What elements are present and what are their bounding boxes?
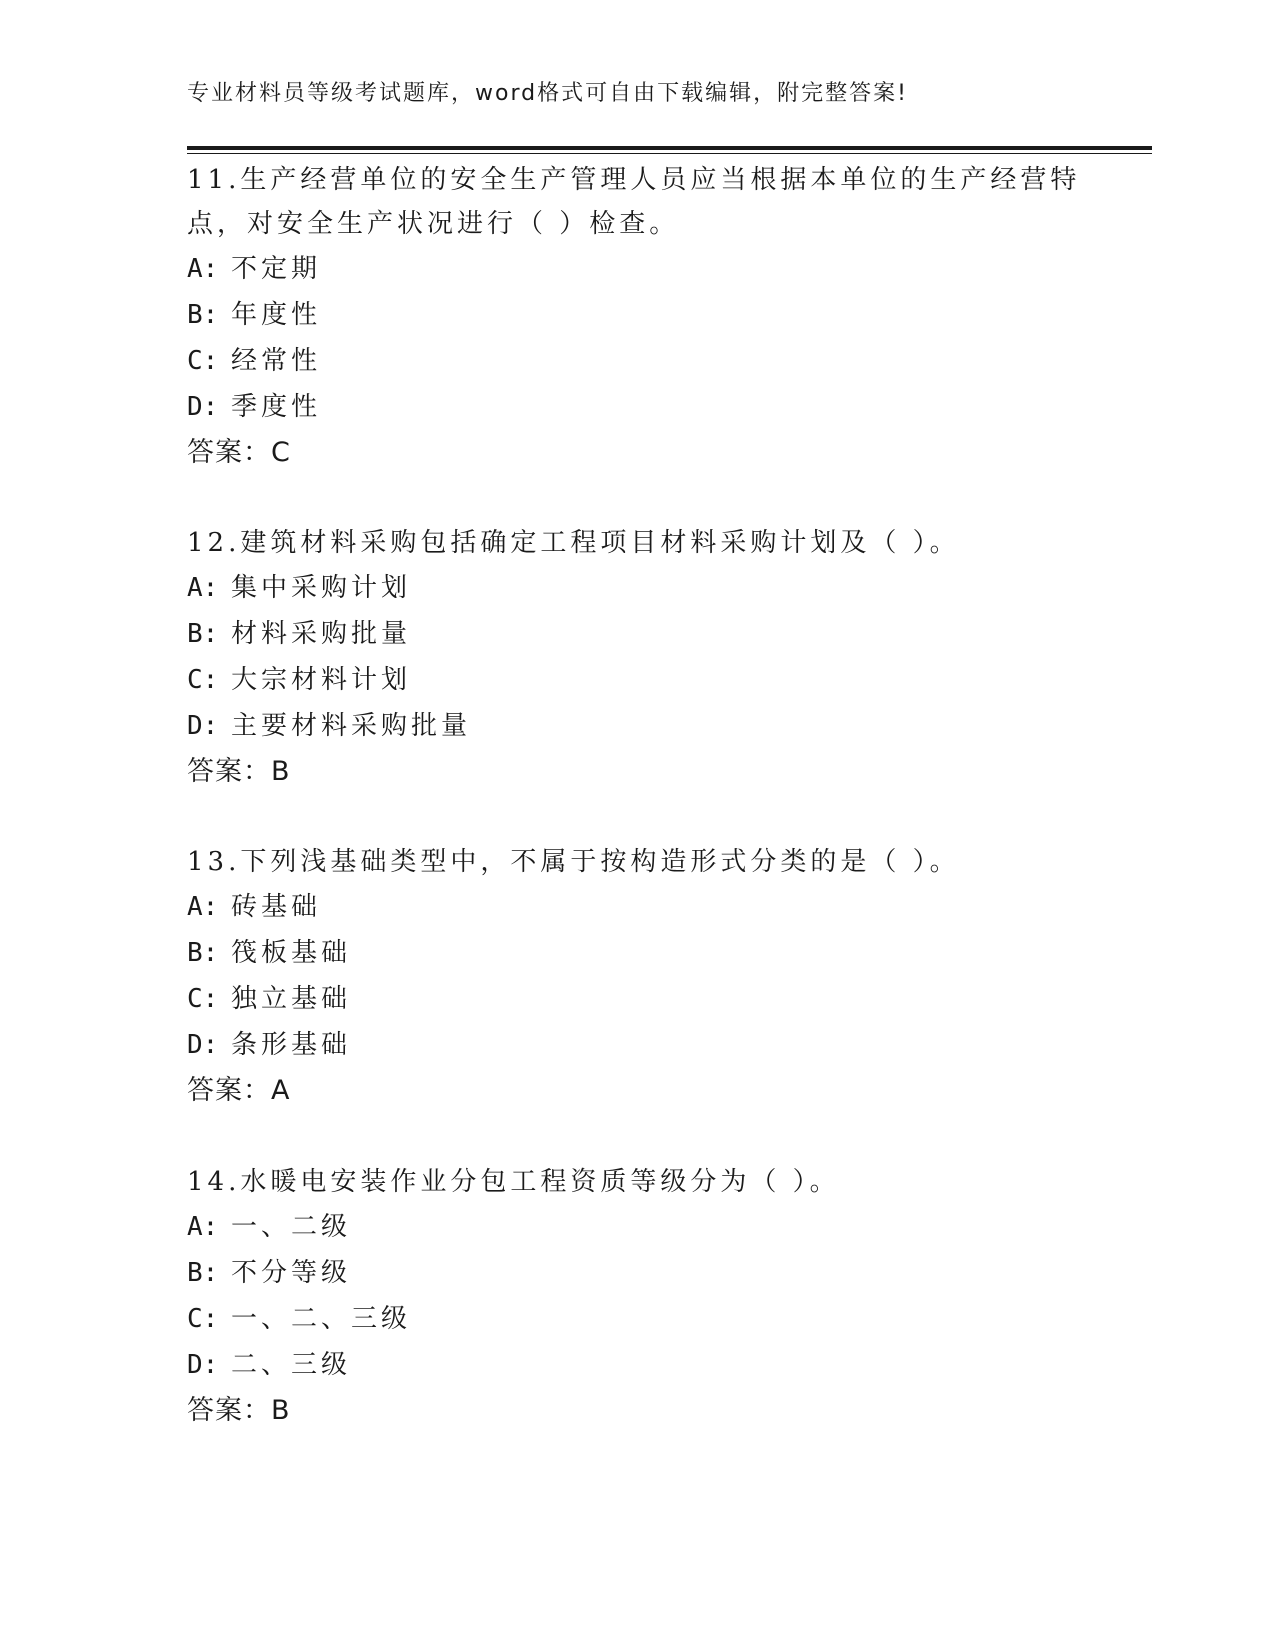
option-c bbox=[187, 1296, 1087, 1342]
answer-line: 答案：A bbox=[187, 1075, 291, 1106]
option-text: 一、二级 bbox=[231, 1212, 352, 1242]
option-a bbox=[187, 565, 1087, 611]
option-letter: A: bbox=[187, 573, 219, 603]
option-c bbox=[187, 976, 1087, 1022]
option-text: 不分等级 bbox=[231, 1258, 352, 1288]
question-stem: 11.生产经营单位的安全生产管理人员应当根据本单位的生产经营特点，对安全生产状况进行（ ）检查。 bbox=[187, 165, 1081, 239]
option-letter: C: bbox=[187, 984, 219, 1014]
option-letter: B: bbox=[187, 619, 219, 649]
option-c bbox=[187, 657, 1087, 703]
option-b bbox=[187, 930, 1087, 976]
option-text: 季度性 bbox=[231, 392, 322, 422]
question-11 bbox=[187, 158, 1087, 476]
option-text: 经常性 bbox=[231, 346, 322, 376]
answer-line: 答案：B bbox=[187, 1395, 291, 1426]
option-letter: B: bbox=[187, 1258, 219, 1288]
option-text: 筏板基础 bbox=[231, 938, 352, 968]
option-b bbox=[187, 292, 1087, 338]
question-stem: 13.下列浅基础类型中，不属于按构造形式分类的是（ ）。 bbox=[187, 847, 960, 877]
option-d bbox=[187, 1342, 1087, 1388]
option-letter: D: bbox=[187, 1350, 219, 1380]
header-note: 专业材料员等级考试题库，word格式可自由下载编辑，附完整答案! bbox=[187, 81, 908, 106]
option-d bbox=[187, 703, 1087, 749]
option-text: 集中采购计划 bbox=[231, 573, 412, 603]
option-text: 主要材料采购批量 bbox=[231, 711, 472, 741]
option-letter: A: bbox=[187, 254, 219, 284]
option-text: 一、二、三级 bbox=[231, 1304, 412, 1334]
option-text: 不定期 bbox=[231, 254, 322, 284]
option-d bbox=[187, 1022, 1087, 1068]
question-13 bbox=[187, 840, 1087, 1114]
option-text: 材料采购批量 bbox=[231, 619, 412, 649]
option-letter: C: bbox=[187, 665, 219, 695]
header-rule-thick bbox=[187, 146, 1152, 150]
option-letter: B: bbox=[187, 938, 219, 968]
option-text: 大宗材料计划 bbox=[231, 665, 412, 695]
option-letter: A: bbox=[187, 892, 219, 922]
option-text: 年度性 bbox=[231, 300, 322, 330]
option-letter: D: bbox=[187, 1030, 219, 1060]
option-c bbox=[187, 338, 1087, 384]
option-a bbox=[187, 246, 1087, 292]
option-a bbox=[187, 884, 1087, 930]
option-text: 条形基础 bbox=[231, 1030, 352, 1060]
option-text: 独立基础 bbox=[231, 984, 352, 1014]
answer-line: 答案：B bbox=[187, 756, 291, 787]
option-a bbox=[187, 1204, 1087, 1250]
question-stem: 14.水暖电安装作业分包工程资质等级分为（ ）。 bbox=[187, 1167, 840, 1197]
question-stem: 12.建筑材料采购包括确定工程项目材料采购计划及（ ）。 bbox=[187, 528, 960, 558]
option-letter: C: bbox=[187, 346, 219, 376]
option-b bbox=[187, 1250, 1087, 1296]
option-letter: D: bbox=[187, 711, 219, 741]
header-rule-thin bbox=[187, 153, 1152, 154]
answer-line: 答案：C bbox=[187, 437, 291, 468]
option-text: 砖基础 bbox=[231, 892, 322, 922]
option-letter: B: bbox=[187, 300, 219, 330]
question-14 bbox=[187, 1160, 1087, 1434]
option-letter: C: bbox=[187, 1304, 219, 1334]
question-12 bbox=[187, 521, 1087, 795]
option-text: 二、三级 bbox=[231, 1350, 352, 1380]
option-b bbox=[187, 611, 1087, 657]
option-letter: A: bbox=[187, 1212, 219, 1242]
option-letter: D: bbox=[187, 392, 219, 422]
option-d bbox=[187, 384, 1087, 430]
